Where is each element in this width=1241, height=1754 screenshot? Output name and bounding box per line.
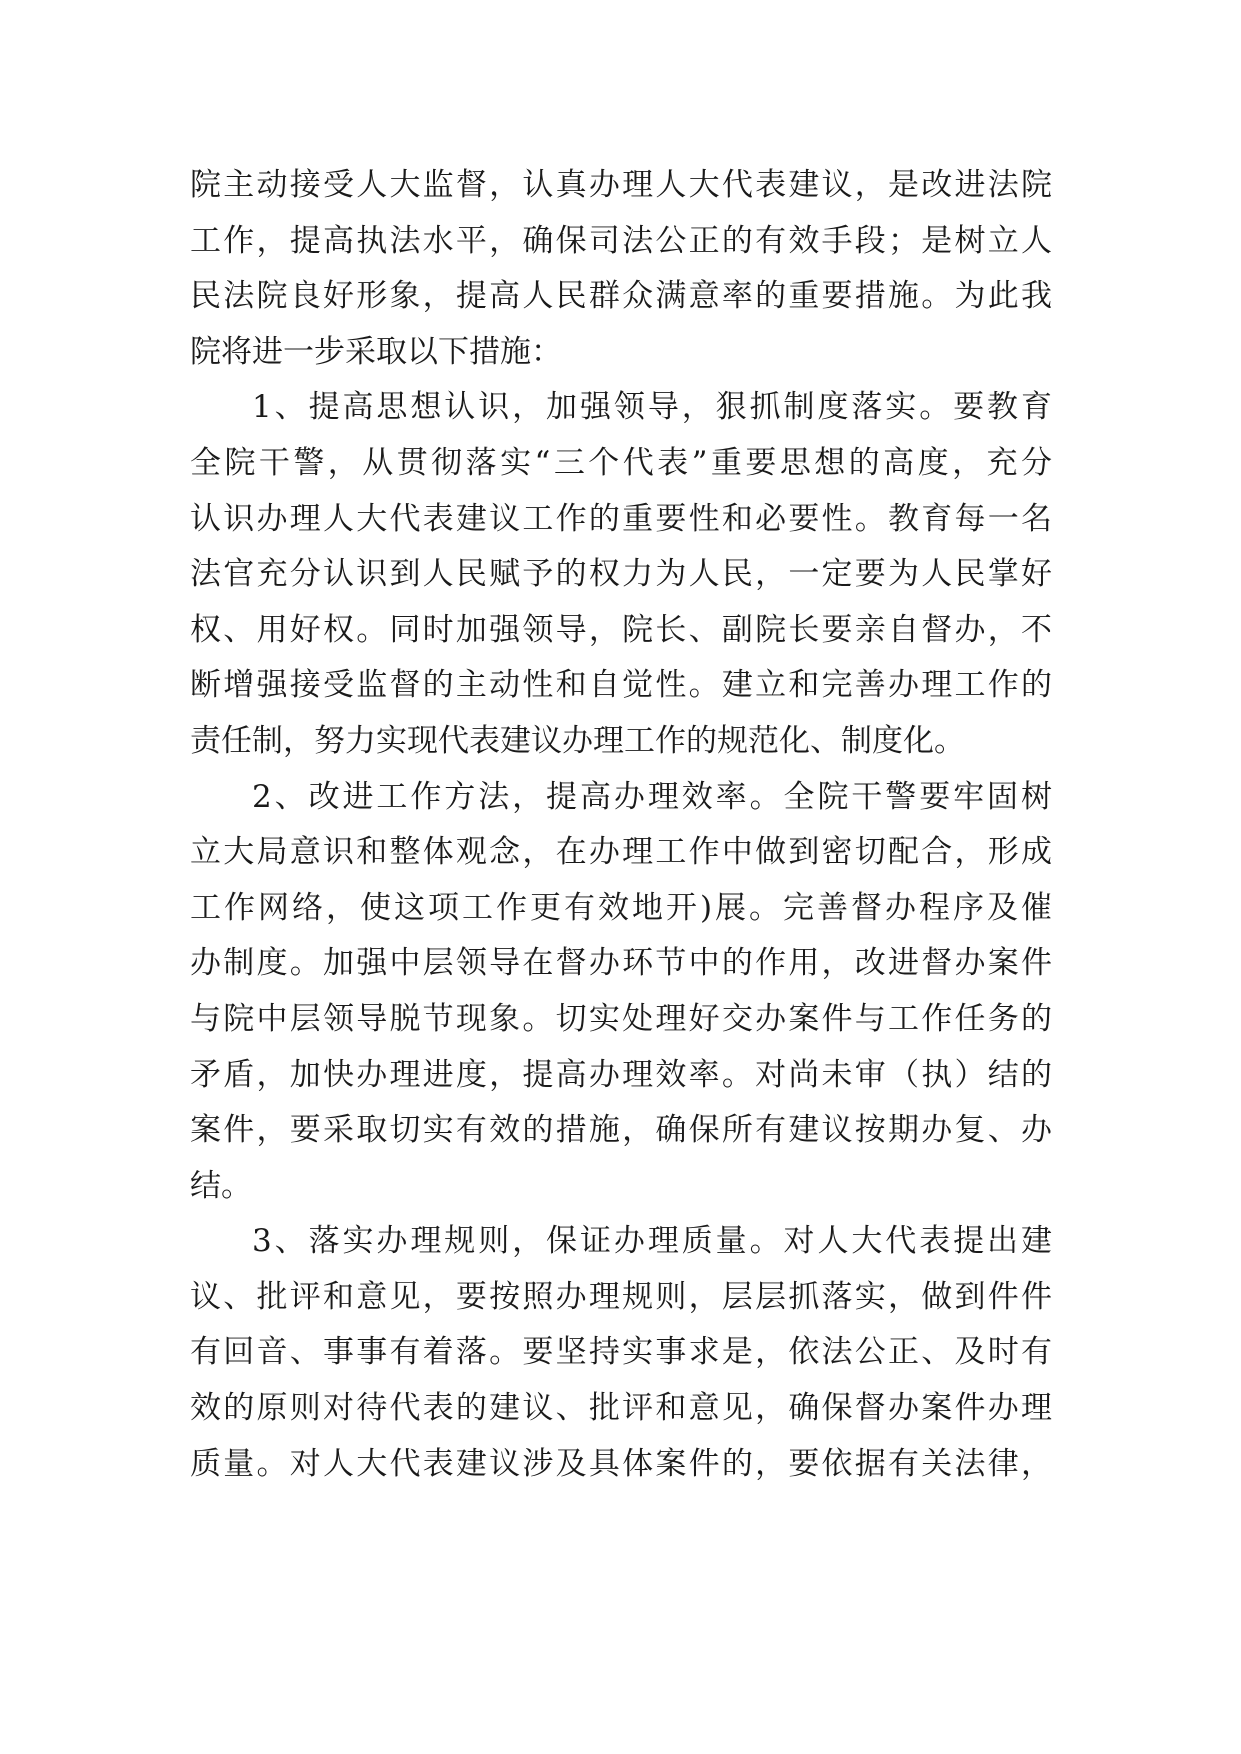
text-line: 院主动接受人大监督，认真办理人大代表建议，是改进法院 bbox=[190, 167, 1052, 203]
text-line: 责任制，努力实现代表建议办理工作的规范化、制度化。 bbox=[190, 722, 965, 759]
text-line: 结。 bbox=[190, 1167, 252, 1204]
text-line: 认识办理人大代表建议工作的重要性和必要性。教育每一名 bbox=[190, 500, 1052, 537]
text-line: 法官充分认识到人民赋予的权力为人民，一定要为人民掌好 bbox=[190, 556, 1052, 593]
body-text bbox=[190, 158, 1058, 1492]
text-line: 案件，要采取切实有效的措施，确保所有建议按期办复、办 bbox=[190, 1112, 1052, 1149]
text-line: 质量。对人大代表建议涉及具体案件的，要依据有关法律， bbox=[190, 1445, 1052, 1482]
text-line: 断增强接受监督的主动性和自觉性。建立和完善办理工作的 bbox=[190, 667, 1052, 704]
text-line: 办制度。加强中层领导在督办环节中的作用，改进督办案件 bbox=[190, 945, 1052, 982]
text-line: 效的原则对待代表的建议、批评和意见，确保督办案件办理 bbox=[190, 1390, 1052, 1427]
paragraph-2-first-line: 2、改进工作方法，提高办理效率。全院干警要牢固树 bbox=[252, 778, 1052, 815]
text-line: 院将进一步采取以下措施： bbox=[190, 333, 562, 370]
paragraph-1-first-line: 1、提高思想认识，加强领导，狠抓制度落实。要教育 bbox=[252, 389, 1052, 426]
text-line: 与院中层领导脱节现象。切实处理好交办案件与工作任务的 bbox=[190, 1000, 1052, 1037]
text-line: 矛盾，加快办理进度，提高办理效率。对尚未审（执）结的 bbox=[190, 1056, 1052, 1093]
text-line: 权、用好权。同时加强领导，院长、副院长要亲自督办，不 bbox=[190, 611, 1052, 648]
text-line: 工作，提高执法水平，确保司法公正的有效手段；是树立人 bbox=[190, 222, 1052, 259]
text-line: 有回音、事事有着落。要坚持实事求是，依法公正、及时有 bbox=[190, 1334, 1052, 1371]
text-line: 工作网络，使这项工作更有效地开)展。完善督办程序及催 bbox=[190, 889, 1052, 926]
text-line: 全院干警，从贯彻落实“三个代表”重要思想的高度，充分 bbox=[190, 444, 1052, 481]
text-line: 议、批评和意见，要按照办理规则，层层抓落实，做到件件 bbox=[190, 1278, 1052, 1315]
text-line: 民法院良好形象，提高人民群众满意率的重要措施。为此我 bbox=[190, 278, 1052, 315]
text-line: 立大局意识和整体观念，在办理工作中做到密切配合，形成 bbox=[190, 834, 1052, 871]
paragraph-3-first-line: 3、落实办理规则，保证办理质量。对人大代表提出建 bbox=[252, 1223, 1052, 1260]
